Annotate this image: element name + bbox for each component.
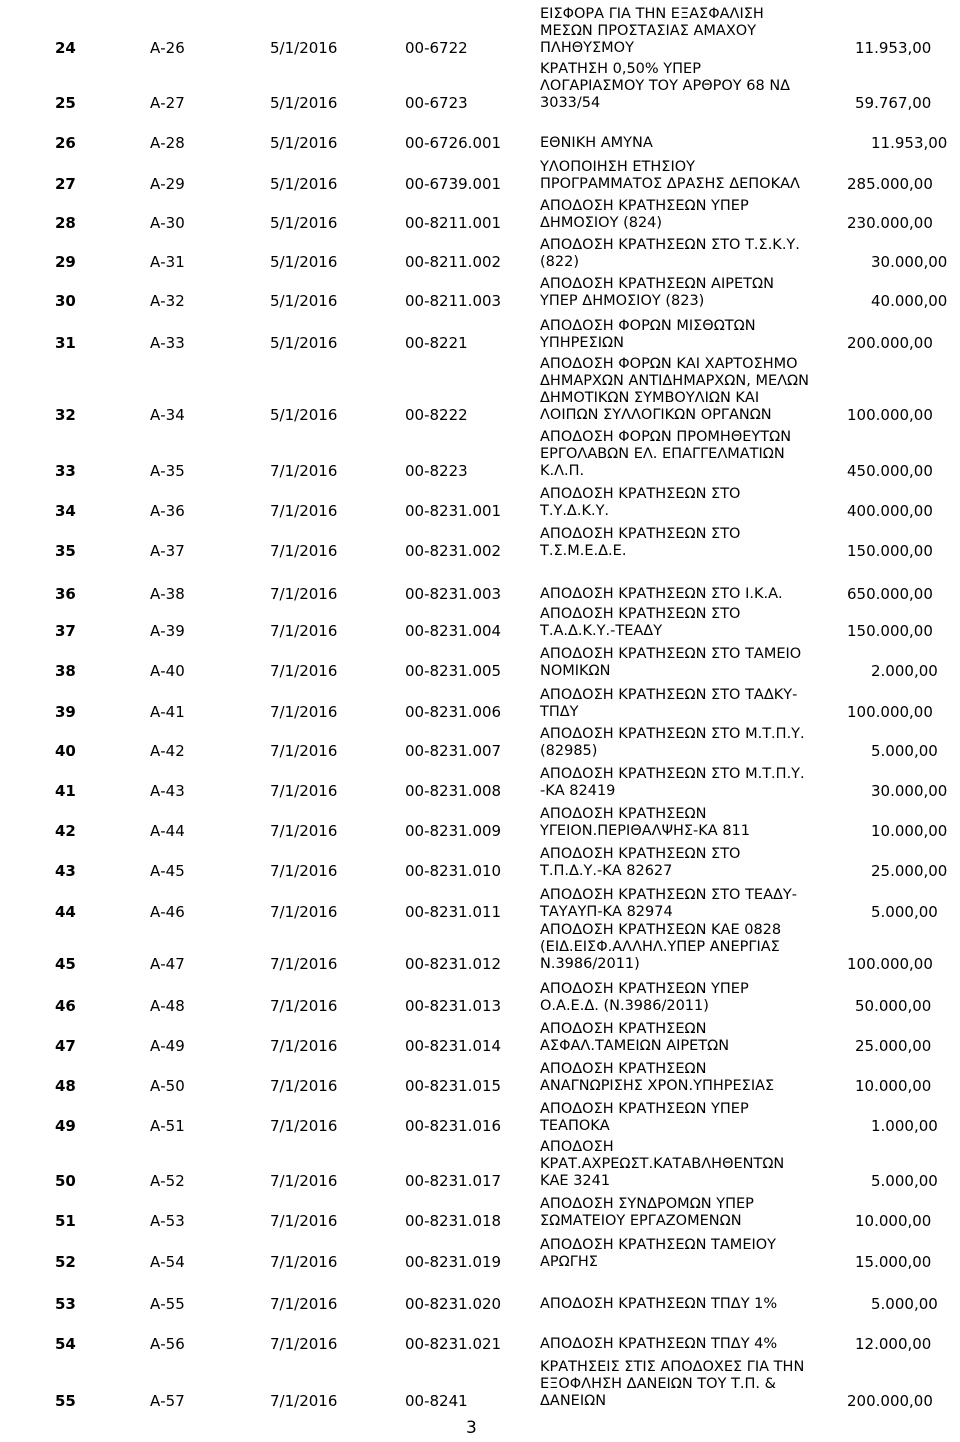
row-date: 7/1/2016 xyxy=(270,955,338,973)
ref-code: Α-46 xyxy=(150,903,185,921)
row-number: 46 xyxy=(55,997,76,1015)
account-code: 00-6723 xyxy=(405,94,468,112)
amount: 650.000,00 xyxy=(847,585,933,603)
row-date: 5/1/2016 xyxy=(270,175,338,193)
amount: 10.000,00 xyxy=(855,1212,932,1230)
row-number: 32 xyxy=(55,406,76,424)
account-code: 00-8231.016 xyxy=(405,1117,502,1135)
row-number: 35 xyxy=(55,542,76,560)
ref-code: Α-28 xyxy=(150,134,185,152)
description: ΑΠΟΔΟΣΗ ΚΡΑΤΗΣΕΩΝ ΣΤΟ Τ.Π.Δ.Υ.-ΚΑ 82627 xyxy=(540,846,741,879)
account-code: 00-8231.015 xyxy=(405,1077,502,1095)
row-number: 41 xyxy=(55,782,76,800)
account-code: 00-8231.017 xyxy=(405,1172,502,1190)
ref-code: Α-35 xyxy=(150,462,185,480)
ref-code: Α-30 xyxy=(150,214,185,232)
description: ΑΠΟΔΟΣΗ ΚΡΑΤΗΣΕΩΝ ΣΤΟ ΤΑΔΚΥ- ΤΠΔΥ xyxy=(540,687,798,720)
row-number: 50 xyxy=(55,1172,76,1190)
description: ΑΠΟΔΟΣΗ ΚΡΑΤΗΣΕΩΝ ΤΠΔΥ 1% xyxy=(540,1296,778,1312)
amount: 5.000,00 xyxy=(871,903,938,921)
row-number: 44 xyxy=(55,903,76,921)
ref-code: Α-54 xyxy=(150,1253,185,1271)
ref-code: Α-29 xyxy=(150,175,185,193)
row-date: 5/1/2016 xyxy=(270,214,338,232)
ref-code: Α-48 xyxy=(150,997,185,1015)
description: ΑΠΟΔΟΣΗ ΚΡΑΤΗΣΕΩΝ ΑΝΑΓΝΩΡΙΣΗΣ ΧΡΟΝ.ΥΠΗΡΕΣΙΑΣ xyxy=(540,1061,775,1094)
account-code: 00-8223 xyxy=(405,462,468,480)
amount: 30.000,00 xyxy=(871,253,948,271)
amount: 11.953,00 xyxy=(871,134,948,152)
row-number: 24 xyxy=(55,39,76,57)
row-date: 7/1/2016 xyxy=(270,903,338,921)
row-number: 42 xyxy=(55,822,76,840)
amount: 10.000,00 xyxy=(855,1077,932,1095)
account-code: 00-8231.004 xyxy=(405,622,502,640)
ref-code: Α-42 xyxy=(150,742,185,760)
amount: 450.000,00 xyxy=(847,462,933,480)
row-number: 25 xyxy=(55,94,76,112)
table-row xyxy=(0,1330,960,1410)
row-date: 7/1/2016 xyxy=(270,1392,338,1410)
account-code: 00-8231.007 xyxy=(405,742,502,760)
ref-code: Α-57 xyxy=(150,1392,185,1410)
amount: 400.000,00 xyxy=(847,502,933,520)
amount: 200.000,00 xyxy=(847,334,933,352)
row-date: 5/1/2016 xyxy=(270,253,338,271)
row-number: 31 xyxy=(55,334,76,352)
description: ΑΠΟΔΟΣΗ ΦΟΡΩΝ ΠΡΟΜΗΘΕΥΤΩΝ ΕΡΓΟΛΑΒΩΝ ΕΛ. ΕΠΑΓΓΕΛΜΑΤΙΩΝ Κ.Λ.Π. xyxy=(540,429,792,479)
description: ΑΠΟΔΟΣΗ ΣΥΝΔΡΟΜΩΝ ΥΠΕΡ ΣΩΜΑΤΕΙΟΥ ΕΡΓΑΖΟΜΕΝΩΝ xyxy=(540,1196,754,1229)
row-number: 38 xyxy=(55,662,76,680)
amount: 100.000,00 xyxy=(847,406,933,424)
ref-code: Α-39 xyxy=(150,622,185,640)
row-number: 43 xyxy=(55,862,76,880)
ref-code: Α-52 xyxy=(150,1172,185,1190)
row-number: 29 xyxy=(55,253,76,271)
row-number: 30 xyxy=(55,292,76,310)
row-number: 26 xyxy=(55,134,76,152)
row-number: 45 xyxy=(55,955,76,973)
row-date: 7/1/2016 xyxy=(270,862,338,880)
row-number: 54 xyxy=(55,1335,76,1353)
amount: 11.953,00 xyxy=(855,39,932,57)
amount: 200.000,00 xyxy=(847,1392,933,1410)
row-number: 28 xyxy=(55,214,76,232)
description: ΑΠΟΔΟΣΗ ΚΡΑΤΗΣΕΩΝ ΚΑΕ 0828 (ΕΙΔ.ΕΙΣΦ.ΑΛΛΗΛ.ΥΠΕΡ ΑΝΕΡΓΙΑΣ Ν.3986/2011) xyxy=(540,922,782,972)
amount: 100.000,00 xyxy=(847,955,933,973)
description: ΑΠΟΔΟΣΗ ΚΡΑΤΗΣΕΩΝ ΤΠΔΥ 4% xyxy=(540,1336,778,1352)
row-number: 51 xyxy=(55,1212,76,1230)
row-date: 7/1/2016 xyxy=(270,1117,338,1135)
ref-code: Α-43 xyxy=(150,782,185,800)
row-date: 7/1/2016 xyxy=(270,622,338,640)
account-code: 00-8231.019 xyxy=(405,1253,502,1271)
amount: 10.000,00 xyxy=(871,822,948,840)
row-date: 5/1/2016 xyxy=(270,292,338,310)
amount: 25.000,00 xyxy=(855,1037,932,1055)
description: ΑΠΟΔΟΣΗ ΚΡΑΤΗΣΕΩΝ ΣΤΟ Μ.Τ.Π.Υ. -ΚΑ 82419 xyxy=(540,766,805,799)
description: ΕΘΝΙΚΗ ΑΜΥΝΑ xyxy=(540,135,653,151)
description: ΑΠΟΔΟΣΗ ΚΡΑΤΗΣΕΩΝ ΣΤΟ Μ.Τ.Π.Υ. (82985) xyxy=(540,726,805,759)
account-code: 00-8231.003 xyxy=(405,585,502,603)
amount: 285.000,00 xyxy=(847,175,933,193)
row-date: 7/1/2016 xyxy=(270,1212,338,1230)
row-date: 5/1/2016 xyxy=(270,334,338,352)
row-number: 55 xyxy=(55,1392,76,1410)
ref-code: Α-37 xyxy=(150,542,185,560)
description: ΑΠΟΔΟΣΗ ΚΡΑΤΗΣΕΩΝ ΑΣΦΑΛ.ΤΑΜΕΙΩΝ ΑΙΡΕΤΩΝ xyxy=(540,1021,730,1054)
description: ΑΠΟΔΟΣΗ ΚΡΑΤ.ΑΧΡΕΩΣΤ.ΚΑΤΑΒΛΗΘΕΝΤΩΝ ΚΑΕ 3241 xyxy=(540,1139,785,1189)
row-date: 7/1/2016 xyxy=(270,1295,338,1313)
row-date: 7/1/2016 xyxy=(270,1172,338,1190)
ref-code: Α-55 xyxy=(150,1295,185,1313)
amount: 15.000,00 xyxy=(855,1253,932,1271)
row-date: 5/1/2016 xyxy=(270,406,338,424)
description: ΚΡΑΤΗΣΗ 0,50% ΥΠΕΡ ΛΟΓΑΡΙΑΣΜΟΥ ΤΟΥ ΑΡΘΡΟΥ 68 ΝΔ 3033/54 xyxy=(540,61,791,111)
account-code: 00-8231.021 xyxy=(405,1335,502,1353)
ref-code: Α-56 xyxy=(150,1335,185,1353)
row-number: 49 xyxy=(55,1117,76,1135)
row-date: 5/1/2016 xyxy=(270,39,338,57)
row-date: 7/1/2016 xyxy=(270,1037,338,1055)
row-date: 7/1/2016 xyxy=(270,542,338,560)
ref-code: Α-36 xyxy=(150,502,185,520)
row-date: 7/1/2016 xyxy=(270,997,338,1015)
row-date: 7/1/2016 xyxy=(270,742,338,760)
account-code: 00-8241 xyxy=(405,1392,468,1410)
description: ΚΡΑΤΗΣΕΙΣ ΣΤΙΣ ΑΠΟΔΟΧΕΣ ΓΙΑ ΤΗΝ ΕΞΟΦΛΗΣΗ ΔΑΝΕΙΩΝ ΤΟΥ Τ.Π. & ΔΑΝΕΙΩΝ xyxy=(540,1359,805,1409)
account-code: 00-8211.002 xyxy=(405,253,502,271)
row-number: 40 xyxy=(55,742,76,760)
account-code: 00-8231.002 xyxy=(405,542,502,560)
amount: 150.000,00 xyxy=(847,622,933,640)
ref-code: Α-41 xyxy=(150,703,185,721)
description: ΑΠΟΔΟΣΗ ΚΡΑΤΗΣΕΩΝ ΣΤΟ Τ.Σ.Κ.Υ. (822) xyxy=(540,237,800,270)
row-date: 7/1/2016 xyxy=(270,1335,338,1353)
row-number: 36 xyxy=(55,585,76,603)
description: ΕΙΣΦΟΡΑ ΓΙΑ ΤΗΝ ΕΞΑΣΦΑΛΙΣΗ ΜΕΣΩΝ ΠΡΟΣΤΑΣΙΑΣ ΑΜΑΧΟΥ ΠΛΗΘΥΣΜΟΥ xyxy=(540,6,764,56)
account-code: 00-6722 xyxy=(405,39,468,57)
description: ΑΠΟΔΟΣΗ ΚΡΑΤΗΣΕΩΝ ΣΤΟ Ι.Κ.Α. xyxy=(540,586,783,602)
ref-code: Α-53 xyxy=(150,1212,185,1230)
amount: 100.000,00 xyxy=(847,703,933,721)
account-code: 00-8211.001 xyxy=(405,214,502,232)
account-code: 00-8231.011 xyxy=(405,903,502,921)
amount: 150.000,00 xyxy=(847,542,933,560)
amount: 5.000,00 xyxy=(871,1295,938,1313)
row-date: 7/1/2016 xyxy=(270,1253,338,1271)
row-number: 34 xyxy=(55,502,76,520)
row-number: 47 xyxy=(55,1037,76,1055)
row-date: 7/1/2016 xyxy=(270,502,338,520)
ref-code: Α-27 xyxy=(150,94,185,112)
amount: 5.000,00 xyxy=(871,1172,938,1190)
row-number: 27 xyxy=(55,175,76,193)
ref-code: Α-34 xyxy=(150,406,185,424)
row-number: 48 xyxy=(55,1077,76,1095)
ref-code: Α-32 xyxy=(150,292,185,310)
row-number: 33 xyxy=(55,462,76,480)
account-code: 00-8231.010 xyxy=(405,862,502,880)
row-date: 7/1/2016 xyxy=(270,1077,338,1095)
description: ΑΠΟΔΟΣΗ ΚΡΑΤΗΣΕΩΝ ΣΤΟ Τ.Υ.Δ.Κ.Υ. xyxy=(540,486,741,519)
amount: 230.000,00 xyxy=(847,214,933,232)
description: ΥΛΟΠΟΙΗΣΗ ΕΤΗΣΙΟΥ ΠΡΟΓΡΑΜΜΑΤΟΣ ΔΡΑΣΗΣ ΔΕΠΟΚΑΛ xyxy=(540,159,800,192)
row-number: 39 xyxy=(55,703,76,721)
row-number: 53 xyxy=(55,1295,76,1313)
account-code: 00-8222 xyxy=(405,406,468,424)
row-number: 37 xyxy=(55,622,76,640)
amount: 12.000,00 xyxy=(855,1335,932,1353)
ref-code: Α-51 xyxy=(150,1117,185,1135)
ref-code: Α-38 xyxy=(150,585,185,603)
account-code: 00-6726.001 xyxy=(405,134,502,152)
description: ΑΠΟΔΟΣΗ ΚΡΑΤΗΣΕΩΝ ΣΤΟ Τ.Σ.Μ.Ε.Δ.Ε. xyxy=(540,526,741,559)
description: ΑΠΟΔΟΣΗ ΦΟΡΩΝ ΚΑΙ ΧΑΡΤΟΣΗΜΟ ΔΗΜΑΡΧΩΝ ΑΝΤΙΔΗΜΑΡΧΩΝ, ΜΕΛΩΝ ΔΗΜΟΤΙΚΩΝ ΣΥΜΒΟΥΛΙΩΝ ΚΑΙ ΛΟΙΠΩΝ ΣΥΛΛΟΓΙΚΩΝ ΟΡΓΑΝΩΝ xyxy=(540,356,809,423)
amount: 2.000,00 xyxy=(871,662,938,680)
amount: 40.000,00 xyxy=(871,292,948,310)
row-date: 7/1/2016 xyxy=(270,782,338,800)
account-code: 00-8231.018 xyxy=(405,1212,502,1230)
ref-code: Α-45 xyxy=(150,862,185,880)
ref-code: Α-40 xyxy=(150,662,185,680)
account-code: 00-8211.003 xyxy=(405,292,502,310)
description: ΑΠΟΔΟΣΗ ΚΡΑΤΗΣΕΩΝ ΣΤΟ ΤΕΑΔΥ- ΤΑΥΑΥΠ-ΚΑ 82974 xyxy=(540,887,798,920)
row-date: 7/1/2016 xyxy=(270,703,338,721)
amount: 5.000,00 xyxy=(871,742,938,760)
account-code: 00-8231.014 xyxy=(405,1037,502,1055)
amount: 25.000,00 xyxy=(871,862,948,880)
amount: 1.000,00 xyxy=(871,1117,938,1135)
ref-code: Α-50 xyxy=(150,1077,185,1095)
amount: 59.767,00 xyxy=(855,94,932,112)
description: ΑΠΟΔΟΣΗ ΦΟΡΩΝ ΜΙΣΘΩΤΩΝ ΥΠΗΡΕΣΙΩΝ xyxy=(540,318,756,351)
row-date: 7/1/2016 xyxy=(270,462,338,480)
row-date: 7/1/2016 xyxy=(270,662,338,680)
description: ΑΠΟΔΟΣΗ ΚΡΑΤΗΣΕΩΝ ΥΓΕΙΟΝ.ΠΕΡΙΘΑΛΨΗΣ-ΚΑ 811 xyxy=(540,806,751,839)
account-code: 00-6739.001 xyxy=(405,175,502,193)
ref-code: Α-47 xyxy=(150,955,185,973)
description: ΑΠΟΔΟΣΗ ΚΡΑΤΗΣΕΩΝ ΣΤΟ Τ.Α.Δ.Κ.Υ.-ΤΕΑΔΥ xyxy=(540,606,741,639)
amount: 30.000,00 xyxy=(871,782,948,800)
ref-code: Α-26 xyxy=(150,39,185,57)
description: ΑΠΟΔΟΣΗ ΚΡΑΤΗΣΕΩΝ ΤΑΜΕΙΟΥ ΑΡΩΓΗΣ xyxy=(540,1237,777,1270)
account-code: 00-8231.009 xyxy=(405,822,502,840)
account-code: 00-8231.013 xyxy=(405,997,502,1015)
row-date: 7/1/2016 xyxy=(270,822,338,840)
account-code: 00-8231.020 xyxy=(405,1295,502,1313)
ref-code: Α-31 xyxy=(150,253,185,271)
account-code: 00-8221 xyxy=(405,334,468,352)
description: ΑΠΟΔΟΣΗ ΚΡΑΤΗΣΕΩΝ ΣΤΟ ΤΑΜΕΙΟ ΝΟΜΙΚΩΝ xyxy=(540,646,802,679)
account-code: 00-8231.012 xyxy=(405,955,502,973)
amount: 50.000,00 xyxy=(855,997,932,1015)
ref-code: Α-49 xyxy=(150,1037,185,1055)
row-date: 5/1/2016 xyxy=(270,134,338,152)
row-date: 5/1/2016 xyxy=(270,94,338,112)
account-code: 00-8231.008 xyxy=(405,782,502,800)
ref-code: Α-44 xyxy=(150,822,185,840)
account-code: 00-8231.006 xyxy=(405,703,502,721)
table-row xyxy=(0,272,960,352)
account-code: 00-8231.005 xyxy=(405,662,502,680)
row-number: 52 xyxy=(55,1253,76,1271)
ref-code: Α-33 xyxy=(150,334,185,352)
description: ΑΠΟΔΟΣΗ ΚΡΑΤΗΣΕΩΝ ΥΠΕΡ ΔΗΜΟΣΙΟΥ (824) xyxy=(540,198,749,231)
account-code: 00-8231.001 xyxy=(405,502,502,520)
page-number: 3 xyxy=(466,1418,477,1438)
description: ΑΠΟΔΟΣΗ ΚΡΑΤΗΣΕΩΝ ΥΠΕΡ Ο.Α.Ε.Δ. (Ν.3986/2011) xyxy=(540,981,749,1014)
description: ΑΠΟΔΟΣΗ ΚΡΑΤΗΣΕΩΝ ΥΠΕΡ ΤΕΑΠΟΚΑ xyxy=(540,1101,749,1134)
description: ΑΠΟΔΟΣΗ ΚΡΑΤΗΣΕΩΝ ΑΙΡΕΤΩΝ ΥΠΕΡ ΔΗΜΟΣΙΟΥ (823) xyxy=(540,276,774,309)
row-date: 7/1/2016 xyxy=(270,585,338,603)
